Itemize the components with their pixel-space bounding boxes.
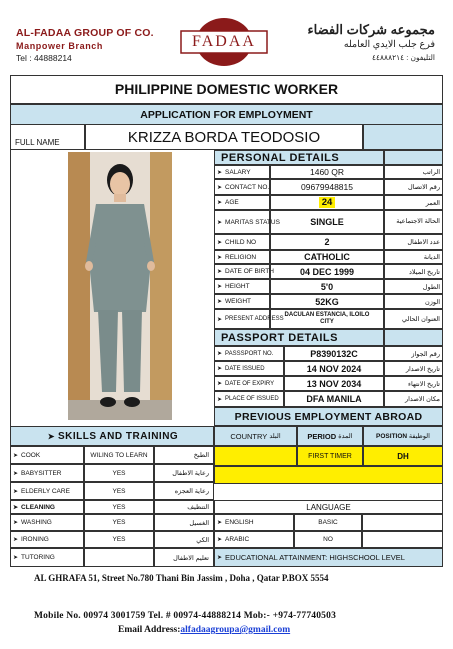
- company-email: [118, 625, 290, 635]
- position-header-ar: الوظيفة: [408, 433, 430, 440]
- company-name-en: AL-FADAA GROUP OF CO.: [16, 27, 154, 39]
- passport-no-ar: رقم الجواز: [384, 346, 443, 361]
- skill-ironing-value: YES: [84, 531, 154, 548]
- applicant-photo: [68, 152, 172, 420]
- religion-ar: الديانة: [384, 250, 443, 264]
- skill-cleaning-label: ➤ CLEANING: [10, 500, 84, 514]
- skill-tutoring-ar: تعليم الاطفال: [154, 548, 214, 567]
- skill-cleaning-value: YES: [84, 500, 154, 514]
- dob-ar: تاريخ الميلاد: [384, 264, 443, 279]
- skill-elderly-label-text: ELDERLY CARE: [21, 487, 70, 495]
- passport-details-heading-text: PASSPORT DETAILS: [221, 331, 338, 344]
- skill-elderly-value: YES: [84, 482, 154, 500]
- employment-position-value: DH: [363, 446, 443, 466]
- present-address-ar: العنوان الحالي: [384, 309, 443, 329]
- skill-washing-label: ➤ WASHING: [10, 514, 84, 531]
- full-name-label: [10, 125, 85, 150]
- skill-washing-ar: الغسيل: [154, 514, 214, 531]
- language-english-label-text: ENGLISH: [225, 519, 254, 526]
- country-header-label: COUNTRY: [230, 431, 268, 441]
- skill-ironing-label-text: IRONING: [21, 536, 49, 543]
- present-address-label: ➤ PRESENT ADDRESS: [214, 309, 270, 329]
- full-name-label-text: FULL NAME: [15, 138, 60, 147]
- skill-washing-label-text: WASHING: [21, 519, 52, 526]
- skill-tutoring-label-text: TUTORING: [21, 554, 55, 561]
- date-issued-value: 14 NOV 2024: [284, 361, 384, 376]
- date-issued-label: ➤ DATE ISSUED: [214, 361, 284, 376]
- contact-value: 09679948815: [270, 179, 384, 195]
- employment-period-value: FIRST TIMER: [297, 446, 363, 466]
- skill-tutoring-value: [84, 548, 154, 567]
- email-link[interactable]: alfadaagroupa@gmail.com: [180, 625, 291, 635]
- dob-label: ➤ DATE OF BIRTH: [214, 264, 270, 279]
- education-attainment: ➤ EDUCATIONAL ATTAINMENT: HIGHSCHOOL LEVEL: [214, 548, 443, 567]
- child-no-label-text: CHILD NO: [225, 238, 257, 246]
- language-heading: LANGUAGE: [214, 500, 443, 514]
- previous-employment-heading: PREVIOUS EMPLOYMENT ABROAD: [214, 407, 443, 426]
- skill-babysitter-value: YES: [84, 464, 154, 482]
- skill-cook-ar: الطبخ: [154, 446, 214, 464]
- employment-country-value: [214, 446, 297, 466]
- age-label-text: AGE: [225, 199, 239, 206]
- place-issued-label-text: PLACE OF ISSUED: [225, 396, 279, 402]
- height-label: ➤ HEIGHT: [214, 279, 270, 294]
- date-issued-ar: تاريخ الاصدار: [384, 361, 443, 376]
- company-tel-en: Tel : 44888214: [16, 53, 72, 63]
- company-tel-ar: التليفون : ٤٤٨٨٨٢١٤: [371, 53, 435, 62]
- skills-heading: ➤ SKILLS AND TRAINING: [10, 426, 214, 446]
- language-arabic-label: ➤ ARABIC: [214, 531, 294, 548]
- skill-cook-label-text: COOK: [21, 451, 41, 459]
- period-header: [297, 426, 363, 446]
- height-label-text: HEIGHT: [225, 283, 250, 290]
- marital-status-value: SINGLE: [270, 210, 384, 234]
- company-contacts: Mobile No. 00974 3001759 Tel. # 00974-44888214 Mob:- +974-77740503: [34, 611, 337, 621]
- child-no-label: ➤ CHILD NO: [214, 234, 270, 250]
- place-issued-value: DFA MANILA: [284, 391, 384, 407]
- age-label: ➤ AGE: [214, 195, 270, 210]
- employment-empty-row: [214, 466, 443, 484]
- period-header-label: PERIOD: [307, 431, 337, 441]
- skill-elderly-ar: رعاية العجزه: [154, 482, 214, 500]
- marital-status-label: ➤ MARITAS STATUS: [214, 210, 270, 234]
- religion-value: CATHOLIC: [270, 250, 384, 264]
- present-address-label-text: PRESENT ADDRESS: [225, 316, 284, 322]
- weight-label-text: WEIGHT: [225, 298, 252, 305]
- skill-babysitter-label: ➤ BABYSITTER: [10, 464, 84, 482]
- country-header: [214, 426, 297, 446]
- skill-washing-value: YES: [84, 514, 154, 531]
- skill-ironing-ar: الكي: [154, 531, 214, 548]
- height-ar: الطول: [384, 279, 443, 294]
- form-subtitle: APPLICATION FOR EMPLOYMENT: [10, 104, 443, 125]
- age-value-cell: [270, 195, 384, 210]
- salary-label: ➤ SALARY: [214, 165, 270, 179]
- language-english-extra: [362, 514, 443, 531]
- language-english-label: ➤ ENGLISH: [214, 514, 294, 531]
- present-address-value: DACULAN ESTANCIA, ILOILO CITY: [270, 309, 384, 329]
- contact-ar: رقم الاتصال: [384, 179, 443, 195]
- religion-label: ➤ RELIGION: [214, 250, 270, 264]
- passport-no-value: P8390132C: [284, 346, 384, 361]
- position-header-label: POSITION: [376, 432, 408, 440]
- salary-ar: الراتب: [384, 165, 443, 179]
- language-arabic-value: NO: [294, 531, 362, 548]
- email-label: Email Address:: [118, 625, 181, 635]
- language-arabic-label-text: ARABIC: [225, 536, 250, 543]
- salary-label-text: SALARY: [225, 168, 251, 176]
- date-expiry-value: 13 NOV 2034: [284, 376, 384, 391]
- date-expiry-label-text: DATE OF EXPIRY: [225, 380, 275, 387]
- language-arabic-extra: [362, 531, 443, 548]
- passport-no-label: ➤ PASSSPORT NO.: [214, 346, 284, 361]
- company-address: AL GHRAFA 51, Street No.780 Thani Bin Jassim , Doha , Qatar P.BOX 5554: [34, 573, 329, 583]
- skill-cleaning-label-text: CLEANING: [21, 503, 55, 511]
- skill-tutoring-label: ➤ TUTORING: [10, 548, 84, 567]
- date-issued-label-text: DATE ISSUED: [225, 365, 265, 372]
- personal-details-heading-text: PERSONAL DETAILS: [221, 151, 340, 164]
- date-expiry-ar: تاريخ الانتهاء: [384, 376, 443, 391]
- company-logo: [178, 16, 270, 68]
- passport-details-heading: [214, 329, 384, 346]
- period-header-ar: المدة: [338, 433, 353, 440]
- skill-babysitter-ar: رعاية الاطفال: [154, 464, 214, 482]
- contact-label-text: CONTACT NO.: [225, 183, 270, 191]
- salary-value: 1460 QR: [270, 165, 384, 179]
- personal-heading-side: [384, 150, 443, 165]
- branch-name-en: Manpower Branch: [16, 41, 104, 51]
- child-no-ar: عدد الاطفال: [384, 234, 443, 250]
- marital-status-ar: الحالة الاجتماعية: [384, 210, 443, 234]
- religion-label-text: RELIGION: [225, 253, 257, 261]
- skill-elderly-label: ➤ ELDERLY CARE: [10, 482, 84, 500]
- position-header: [363, 426, 443, 446]
- weight-ar: الوزن: [384, 294, 443, 309]
- skill-babysitter-label-text: BABYSITTER: [21, 469, 62, 477]
- country-header-ar: البلد: [269, 433, 281, 440]
- child-no-value: 2: [270, 234, 384, 250]
- personal-details-heading: [214, 150, 384, 165]
- weight-label: ➤ WEIGHT: [214, 294, 270, 309]
- skill-cook-value: WILING TO LEARN: [84, 446, 154, 464]
- place-issued-label: ➤ PLACE OF ISSUED: [214, 391, 284, 407]
- full-name-value: KRIZZA BORDA TEODOSIO: [85, 125, 363, 150]
- company-name-ar: مجموعه شركات الفضاء: [307, 22, 435, 37]
- place-issued-ar: مكان الاصدار: [384, 391, 443, 407]
- dob-value: 04 DEC 1999: [270, 264, 384, 279]
- height-value: 5'0: [270, 279, 384, 294]
- language-english-value: BASIC: [294, 514, 362, 531]
- date-expiry-label: ➤ DATE OF EXPIRY: [214, 376, 284, 391]
- marital-status-label-text: MARITAS STATUS: [225, 218, 280, 226]
- form-title: PHILIPPINE DOMESTIC WORKER: [10, 75, 443, 104]
- passport-no-label-text: PASSSPORT NO.: [225, 350, 274, 357]
- branch-name-ar: فرع جلب الايدي العامله: [343, 39, 435, 50]
- skill-cleaning-ar: التنظيف: [154, 500, 214, 514]
- age-value: 24: [319, 197, 336, 208]
- full-name-side: [363, 125, 443, 150]
- skill-cook-label: ➤ COOK: [10, 446, 84, 464]
- weight-value: 52KG: [270, 294, 384, 309]
- education-attainment-text: EDUCATIONAL ATTAINMENT: HIGHSCHOOL LEVEL: [225, 553, 405, 562]
- contact-label: ➤ CONTACT NO.: [214, 179, 270, 195]
- age-ar: العمر: [384, 195, 443, 210]
- dob-label-text: DATE OF BIRTH: [225, 268, 274, 275]
- passport-heading-side: [384, 329, 443, 346]
- skill-ironing-label: ➤ IRONING: [10, 531, 84, 548]
- skills-heading-text: SKILLS AND TRAINING: [57, 430, 179, 442]
- logo-text: FADAA: [192, 33, 256, 50]
